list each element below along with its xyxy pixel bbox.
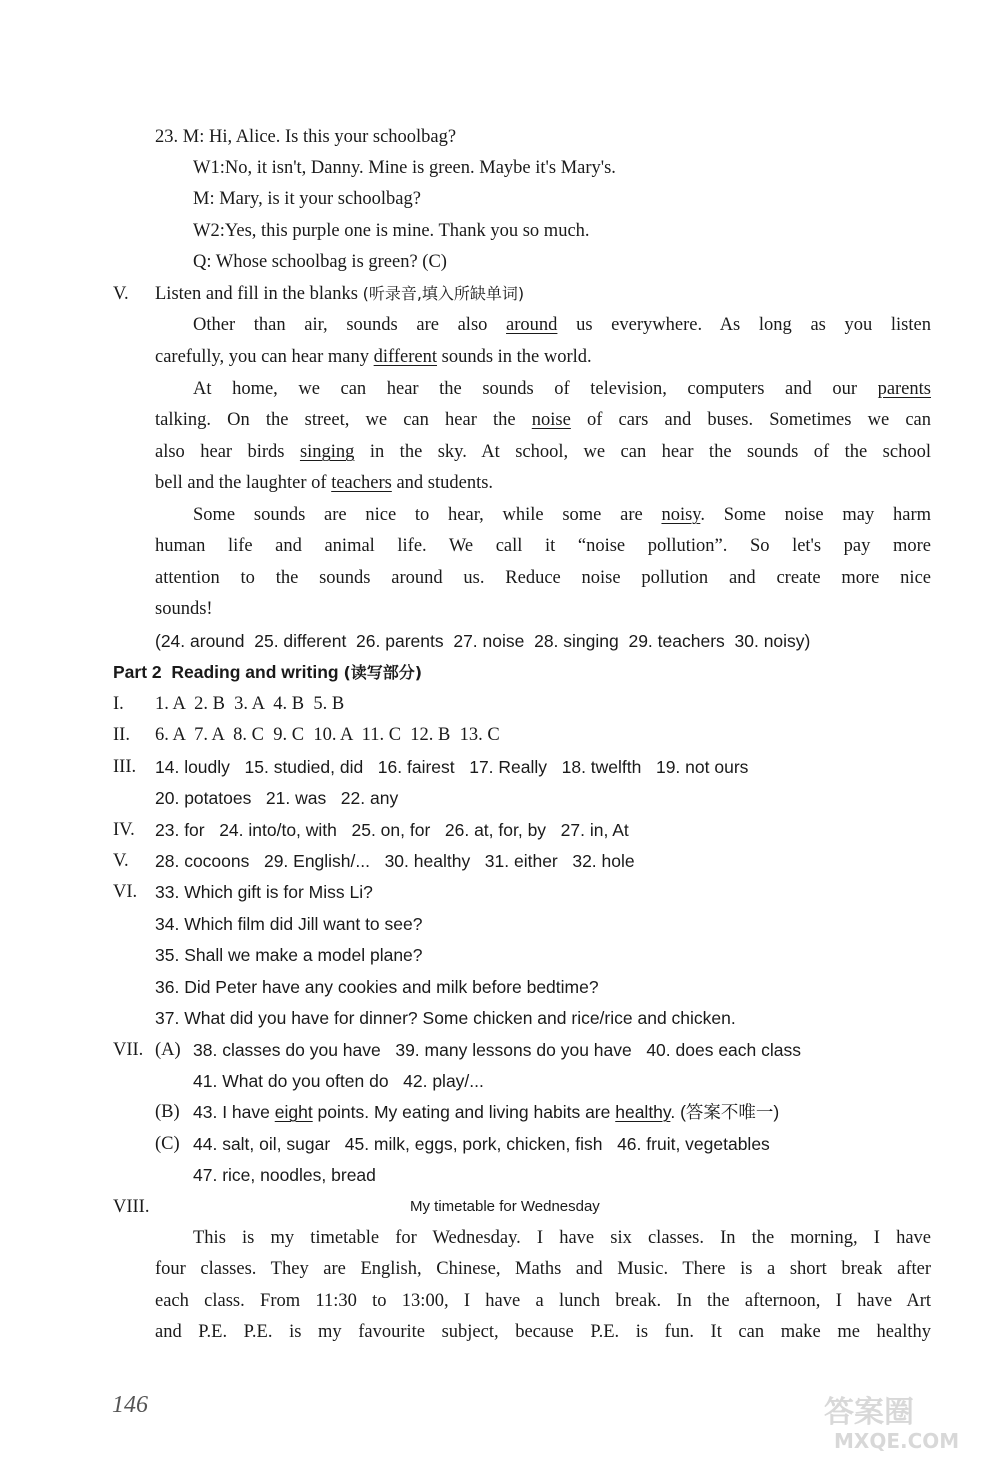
essay-line: and P.E. P.E. is my favourite subject, because P.E. is fun. It can make me healthy [155, 1322, 931, 1342]
passage-line: human life and animal life. We call it “noise pollution”. So let's pay more [155, 536, 931, 556]
answer-vii-b-healthy: healthy [615, 1102, 671, 1122]
blank-noise: noise [531, 410, 571, 430]
part2-heading [113, 661, 422, 684]
essay-line: This is my timetable for Wednesday. I have six classes. In the morning, I have [193, 1228, 931, 1248]
answer-vii-a-line1: 38. classes do you have 39. many lessons do you have 40. does each class [193, 1040, 802, 1060]
q23-line-m1 [155, 126, 456, 148]
answer-viii-label: VIII. [113, 1197, 150, 1217]
passage-line: Some sounds are nice to hear, while some are noisy. Some noise may harm [193, 505, 931, 525]
answer-v-text: 28. cocoons 29. English/... 30. healthy 31. either 32. hole [155, 851, 635, 871]
passage-line: sounds! [155, 599, 213, 619]
answer-vii-a-line2: 41. What do you often do 42. play/... [193, 1071, 484, 1091]
passage-line: also hear birds singing in the sky. At school, we can hear the sounds of the school [155, 442, 931, 462]
passage-line: attention to the sounds around us. Reduce noise pollution and create more nice [155, 568, 931, 588]
answer-vii-label: VII. [113, 1040, 144, 1060]
essay-line: four classes. They are English, Chinese, Maths and Music. There is a short break after [155, 1259, 931, 1279]
blank-noisy: noisy [661, 505, 701, 525]
answer-v-label: V. [113, 851, 129, 871]
part2-label: Part 2 [113, 662, 162, 682]
answer-ii-text: 6. A 7. A 8. C 9. C 10. A 11. C 12. B 13. C [155, 725, 500, 745]
blank-around: around [506, 315, 558, 335]
blank-teachers: teachers [331, 473, 392, 493]
answer-vi-item: 36. Did Peter have any cookies and milk before bedtime? [155, 977, 599, 997]
section-v-answers: (24. around 25. different 26. parents 27. noise 28. singing 29. teachers 30. noisy) [155, 631, 811, 651]
answer-vii-b-eight: eight [274, 1102, 313, 1122]
answer-ii-label: II. [113, 725, 130, 745]
answer-vii-c-label: (C) [155, 1134, 180, 1154]
q23-w1: W1:No, it isn't, Danny. Mine is green. Maybe it's Mary's. [193, 158, 616, 178]
section-v-title [155, 283, 524, 305]
section-v-title-en: Listen and fill in the blanks [155, 284, 358, 304]
answer-vii-a-label: (A) [155, 1040, 181, 1060]
essay-title: My timetable for Wednesday [410, 1198, 600, 1215]
watermark-en: MXQE.COM [834, 1429, 960, 1452]
watermark-cn: 答案圈 [824, 1395, 914, 1430]
page-number: 146 [112, 1392, 148, 1418]
answer-iv-label: IV. [113, 820, 135, 840]
q23-question: Q: Whose schoolbag is green? (C) [193, 252, 447, 272]
answer-iii-line1: 14. loudly 15. studied, did 16. fairest 17. Really 18. twelfth 19. not ours [155, 757, 749, 777]
passage-line: At home, we can hear the sounds of television, computers and our parents [193, 379, 931, 399]
essay-line: each class. From 11:30 to 13:00, I have a lunch break. In the afternoon, I have Art [155, 1291, 931, 1311]
answer-vii-b-mid: points. My eating and living habits are [312, 1102, 616, 1122]
answer-iv-text: 23. for 24. into/to, with 25. on, for 26. at, for, by 27. in, At [155, 820, 629, 840]
part2-title-cn: (读写部分) [343, 663, 423, 682]
passage-line: talking. On the street, we can hear the noise of cars and buses. Sometimes we can [155, 410, 931, 430]
passage-line: Other than air, sounds are also around us everywhere. As long as you listen [193, 315, 931, 335]
blank-parents: parents [877, 379, 931, 399]
answer-vi-label: VI. [113, 882, 138, 902]
passage-line: bell and the laughter of teachers and students. [155, 473, 494, 493]
blank-singing: singing [299, 442, 355, 462]
answer-vii-b-line [193, 1101, 779, 1123]
section-v-label: V. [113, 284, 129, 304]
answer-vii-b-label: (B) [155, 1102, 180, 1122]
blank-different: different [373, 347, 437, 367]
q23-m2: M: Mary, is it your schoolbag? [193, 189, 421, 209]
answer-vii-c-line1: 44. salt, oil, sugar 45. milk, eggs, pork, chicken, fish 46. fruit, vegetables [193, 1134, 770, 1154]
answer-i-text: 1. A 2. B 3. A 4. B 5. B [155, 694, 345, 714]
q23-number: 23. [155, 127, 179, 147]
q23-w2: W2:Yes, this purple one is mine. Thank you so much. [193, 221, 590, 241]
passage-line: carefully, you can hear many different sounds in the world. [155, 347, 592, 367]
q23-m1: M: Hi, Alice. Is this your schoolbag? [182, 127, 457, 147]
part2-title: Reading and writing [171, 662, 339, 682]
section-v-title-cn: (听录音,填入所缺单词) [362, 284, 525, 303]
answer-vii-b-post: . (答案不唯一) [670, 1102, 780, 1122]
watermark-graphic [820, 1390, 980, 1452]
answer-vi-item: 33. Which gift is for Miss Li? [155, 882, 373, 902]
answer-i-label: I. [113, 694, 124, 714]
answer-vi-item: 37. What did you have for dinner? Some chicken and rice/rice and chicken. [155, 1008, 736, 1028]
answer-vii-c-line2: 47. rice, noodles, bread [193, 1165, 376, 1185]
answer-iii-label: III. [113, 757, 137, 777]
answer-iii-line2: 20. potatoes 21. was 22. any [155, 788, 399, 808]
answer-vii-b-pre: 43. I have [193, 1102, 275, 1122]
answer-vi-item: 35. Shall we make a model plane? [155, 945, 423, 965]
answer-vi-item: 34. Which film did Jill want to see? [155, 914, 423, 934]
watermark-logo [820, 1390, 980, 1452]
